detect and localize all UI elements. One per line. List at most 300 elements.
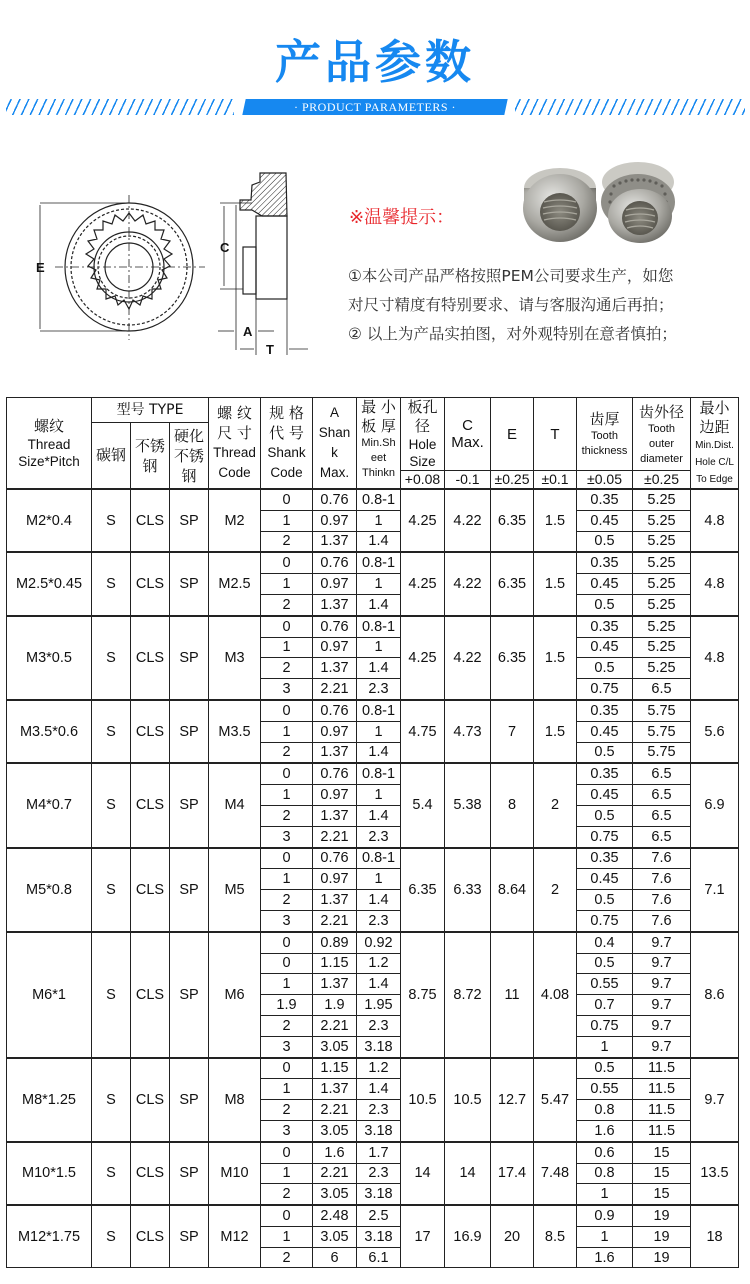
cell-min-sheet: 1.4 <box>357 890 401 911</box>
cell-tooth-thickness: 0.45 <box>577 510 633 531</box>
cell-t: 7.48 <box>534 1142 577 1205</box>
cell-shank-code: 0 <box>261 1205 313 1226</box>
cell-tooth-outer: 6.5 <box>633 679 691 700</box>
cell-c-max: 16.9 <box>445 1205 491 1268</box>
cell-thread-size: M4*0.7 <box>7 763 92 847</box>
label-e: E <box>36 260 45 275</box>
cell-hardened-stainless: SP <box>170 552 209 615</box>
cell-shank-code: 1 <box>261 510 313 531</box>
header-tooth-outer: 齿外径 Tooth outer diameter <box>633 398 691 471</box>
cell-tooth-thickness: 1 <box>577 1184 633 1205</box>
cell-shank-code: 0 <box>261 763 313 784</box>
cell-shank-code: 2 <box>261 1184 313 1205</box>
cell-thread-size: M8*1.25 <box>7 1058 92 1142</box>
cell-t: 8.5 <box>534 1205 577 1268</box>
cell-shank-code: 3 <box>261 679 313 700</box>
cell-tooth-outer: 9.7 <box>633 1036 691 1057</box>
hatch-decoration-left <box>6 99 234 115</box>
tolerance-hole-size: +0.08 <box>401 471 445 490</box>
cell-stainless: CLS <box>131 552 170 615</box>
cell-min-sheet: 1.4 <box>357 742 401 763</box>
cell-t: 2 <box>534 848 577 932</box>
cell-min-sheet: 1 <box>357 721 401 742</box>
cell-tooth-outer: 5.75 <box>633 742 691 763</box>
subtitle-text: · PRODUCT PARAMETERS · <box>293 100 457 114</box>
cell-min-sheet: 3.18 <box>357 1120 401 1141</box>
cell-thread-code: M3.5 <box>209 700 261 763</box>
cell-hardened-stainless: SP <box>170 1058 209 1142</box>
cell-min-sheet: 3.18 <box>357 1036 401 1057</box>
cell-tooth-outer: 6.5 <box>633 805 691 826</box>
cell-tooth-thickness: 0.35 <box>577 489 633 510</box>
cell-thread-size: M2.5*0.45 <box>7 552 92 615</box>
tolerance-e: ±0.25 <box>491 471 534 490</box>
tolerance-c-max: -0.1 <box>445 471 491 490</box>
hatch-decoration-right <box>515 99 745 115</box>
cell-carbon-steel: S <box>92 763 131 847</box>
cell-shank-code: 1 <box>261 974 313 995</box>
cell-tooth-thickness: 1 <box>577 1226 633 1247</box>
cell-c-max: 4.22 <box>445 616 491 700</box>
header-min-dist: 最小 边距 Min.Dist. Hole C/L To Edge <box>691 398 739 490</box>
cell-e: 6.35 <box>491 489 534 552</box>
cell-a-max: 0.97 <box>313 721 357 742</box>
cell-carbon-steel: S <box>92 1142 131 1205</box>
cell-shank-code: 1 <box>261 1163 313 1184</box>
cell-tooth-thickness: 0.45 <box>577 869 633 890</box>
cell-e: 12.7 <box>491 1058 534 1142</box>
cell-min-sheet: 3.18 <box>357 1184 401 1205</box>
cell-e: 8 <box>491 763 534 847</box>
cell-a-max: 0.76 <box>313 848 357 869</box>
table-row <box>7 700 739 721</box>
cell-thread-code: M3 <box>209 616 261 700</box>
header-hole-size: 板孔 径 Hole Size <box>401 398 445 471</box>
cell-tooth-thickness: 0.5 <box>577 658 633 679</box>
cell-thread-code: M8 <box>209 1058 261 1142</box>
cell-tooth-outer: 15 <box>633 1184 691 1205</box>
cell-shank-code: 1 <box>261 637 313 658</box>
cell-a-max: 2.48 <box>313 1205 357 1226</box>
subtitle-banner <box>0 99 750 115</box>
cell-shank-code: 1 <box>261 869 313 890</box>
cell-e: 7 <box>491 700 534 763</box>
cell-stainless: CLS <box>131 1205 170 1268</box>
cell-stainless: CLS <box>131 1058 170 1142</box>
header-t: T <box>534 398 577 471</box>
tolerance-t: ±0.1 <box>534 471 577 490</box>
cell-thread-code: M5 <box>209 848 261 932</box>
cell-tooth-outer: 5.25 <box>633 658 691 679</box>
cell-c-max: 6.33 <box>445 848 491 932</box>
cell-thread-code: M4 <box>209 763 261 847</box>
cell-a-max: 2.21 <box>313 679 357 700</box>
cell-tooth-thickness: 0.45 <box>577 785 633 806</box>
cell-min-dist: 4.8 <box>691 552 739 615</box>
cell-shank-code: 0 <box>261 953 313 974</box>
cell-min-dist: 6.9 <box>691 763 739 847</box>
cell-min-sheet: 2.3 <box>357 679 401 700</box>
cell-carbon-steel: S <box>92 932 131 1058</box>
cell-stainless: CLS <box>131 700 170 763</box>
cell-a-max: 3.05 <box>313 1184 357 1205</box>
cell-tooth-thickness: 0.75 <box>577 1015 633 1036</box>
cell-a-max: 0.97 <box>313 785 357 806</box>
cell-tooth-outer: 19 <box>633 1226 691 1247</box>
cell-tooth-thickness: 0.5 <box>577 805 633 826</box>
cell-a-max: 3.05 <box>313 1226 357 1247</box>
cell-hardened-stainless: SP <box>170 489 209 552</box>
cell-thread-size: M3.5*0.6 <box>7 700 92 763</box>
cell-min-sheet: 1.4 <box>357 531 401 552</box>
cell-tooth-outer: 5.75 <box>633 721 691 742</box>
cell-hole-size: 17 <box>401 1205 445 1268</box>
cell-shank-code: 2 <box>261 890 313 911</box>
cell-tooth-outer: 11.5 <box>633 1058 691 1079</box>
cell-shank-code: 1 <box>261 1079 313 1100</box>
label-a: A <box>243 324 253 339</box>
header-shank-code: 规 格 代 号 Shank Code <box>261 398 313 490</box>
cell-c-max: 5.38 <box>445 763 491 847</box>
table-row <box>7 763 739 784</box>
cell-min-sheet: 1.2 <box>357 953 401 974</box>
cell-a-max: 1.37 <box>313 1079 357 1100</box>
cell-tooth-thickness: 0.5 <box>577 890 633 911</box>
cell-hole-size: 8.75 <box>401 932 445 1058</box>
header-e: E <box>491 398 534 471</box>
cell-min-sheet: 0.92 <box>357 932 401 953</box>
cell-shank-code: 2 <box>261 594 313 615</box>
cell-tooth-thickness: 0.35 <box>577 763 633 784</box>
header-tooth-thickness: 齿厚 Tooth thickness <box>577 398 633 471</box>
cell-tooth-thickness: 0.8 <box>577 1163 633 1184</box>
cell-min-sheet: 1.7 <box>357 1142 401 1163</box>
cell-thread-code: M6 <box>209 932 261 1058</box>
cell-carbon-steel: S <box>92 552 131 615</box>
cell-tooth-outer: 5.25 <box>633 552 691 573</box>
cell-shank-code: 0 <box>261 1142 313 1163</box>
cell-min-dist: 5.6 <box>691 700 739 763</box>
cell-tooth-outer: 9.7 <box>633 995 691 1016</box>
cell-tooth-thickness: 0.75 <box>577 826 633 847</box>
cell-a-max: 0.76 <box>313 616 357 637</box>
cell-carbon-steel: S <box>92 848 131 932</box>
cell-shank-code: 1 <box>261 574 313 595</box>
cell-tooth-outer: 5.25 <box>633 574 691 595</box>
cell-hole-size: 4.25 <box>401 616 445 700</box>
cell-a-max: 0.97 <box>313 869 357 890</box>
cell-hardened-stainless: SP <box>170 616 209 700</box>
cell-a-max: 0.89 <box>313 932 357 953</box>
cell-min-sheet: 1 <box>357 869 401 890</box>
cell-e: 6.35 <box>491 552 534 615</box>
nut-dimension-diagram <box>30 170 320 360</box>
cell-stainless: CLS <box>131 763 170 847</box>
cell-tooth-outer: 5.25 <box>633 594 691 615</box>
cell-tooth-thickness: 0.5 <box>577 1058 633 1079</box>
cell-min-sheet: 1.4 <box>357 658 401 679</box>
cell-tooth-thickness: 0.5 <box>577 953 633 974</box>
cell-a-max: 0.76 <box>313 489 357 510</box>
cell-hole-size: 4.25 <box>401 552 445 615</box>
cell-a-max: 1.37 <box>313 890 357 911</box>
cell-tooth-outer: 11.5 <box>633 1100 691 1121</box>
table-row <box>7 1142 739 1163</box>
cell-t: 1.5 <box>534 616 577 700</box>
header-thread-code: 螺 纹 尺 寸 Thread Code <box>209 398 261 490</box>
cell-shank-code: 2 <box>261 531 313 552</box>
notice-line-3: ② 以上为产品实拍图，对外观特别在意者慎拍； <box>348 325 677 343</box>
cell-tooth-outer: 15 <box>633 1163 691 1184</box>
cell-a-max: 2.21 <box>313 826 357 847</box>
cell-tooth-thickness: 0.9 <box>577 1205 633 1226</box>
cell-a-max: 1.37 <box>313 531 357 552</box>
cell-tooth-thickness: 0.55 <box>577 1079 633 1100</box>
table-row <box>7 489 739 510</box>
cell-min-sheet: 1 <box>357 785 401 806</box>
cell-carbon-steel: S <box>92 1205 131 1268</box>
cell-tooth-thickness: 1.6 <box>577 1247 633 1268</box>
cell-hardened-stainless: SP <box>170 1205 209 1268</box>
table-row <box>7 616 739 637</box>
cell-shank-code: 0 <box>261 552 313 573</box>
cell-tooth-thickness: 0.45 <box>577 721 633 742</box>
cell-tooth-outer: 6.5 <box>633 826 691 847</box>
cell-min-dist: 4.8 <box>691 616 739 700</box>
cell-hardened-stainless: SP <box>170 848 209 932</box>
cell-a-max: 0.97 <box>313 510 357 531</box>
cell-a-max: 0.97 <box>313 574 357 595</box>
cell-min-sheet: 2.5 <box>357 1205 401 1226</box>
cell-tooth-outer: 5.25 <box>633 489 691 510</box>
cell-min-sheet: 0.8-1 <box>357 552 401 573</box>
table-row <box>7 552 739 573</box>
cell-shank-code: 0 <box>261 700 313 721</box>
cell-a-max: 2.21 <box>313 910 357 931</box>
cell-min-dist: 13.5 <box>691 1142 739 1205</box>
cell-hardened-stainless: SP <box>170 700 209 763</box>
cell-tooth-outer: 11.5 <box>633 1120 691 1141</box>
cell-c-max: 14 <box>445 1142 491 1205</box>
cell-min-sheet: 1 <box>357 574 401 595</box>
cell-carbon-steel: S <box>92 1058 131 1142</box>
cell-min-sheet: 0.8-1 <box>357 489 401 510</box>
cell-min-sheet: 0.8-1 <box>357 848 401 869</box>
cell-tooth-outer: 9.7 <box>633 1015 691 1036</box>
header-hardened-stainless: 硬化 不锈 钢 <box>170 423 209 490</box>
cell-stainless: CLS <box>131 848 170 932</box>
cell-tooth-outer: 6.5 <box>633 763 691 784</box>
cell-tooth-outer: 19 <box>633 1247 691 1268</box>
cell-thread-code: M2.5 <box>209 552 261 615</box>
cell-tooth-outer: 6.5 <box>633 785 691 806</box>
cell-min-dist: 18 <box>691 1205 739 1268</box>
cell-min-dist: 7.1 <box>691 848 739 932</box>
cell-tooth-outer: 7.6 <box>633 869 691 890</box>
header-c-max: C Max. <box>445 398 491 471</box>
cell-shank-code: 2 <box>261 1100 313 1121</box>
cell-tooth-thickness: 0.55 <box>577 974 633 995</box>
cell-min-sheet: 1.4 <box>357 1079 401 1100</box>
cell-a-max: 0.76 <box>313 763 357 784</box>
cell-min-dist: 8.6 <box>691 932 739 1058</box>
cell-tooth-thickness: 0.45 <box>577 637 633 658</box>
cell-e: 8.64 <box>491 848 534 932</box>
notice-line-2: 对尺寸精度有特别要求、请与客服沟通后再拍； <box>348 296 674 314</box>
cell-thread-code: M2 <box>209 489 261 552</box>
cell-shank-code: 2 <box>261 1015 313 1036</box>
cell-a-max: 2.21 <box>313 1163 357 1184</box>
cell-shank-code: 0 <box>261 932 313 953</box>
cell-min-sheet: 2.3 <box>357 1100 401 1121</box>
cell-tooth-outer: 19 <box>633 1205 691 1226</box>
header-min-sheet: 最 小 板 厚 Min.Sh eet Thinkn <box>357 398 401 490</box>
cell-thread-size: M6*1 <box>7 932 92 1058</box>
cell-tooth-thickness: 0.35 <box>577 848 633 869</box>
cell-stainless: CLS <box>131 489 170 552</box>
cell-tooth-thickness: 0.45 <box>577 574 633 595</box>
product-photo <box>510 150 710 250</box>
header-carbon-steel: 碳钢 <box>92 423 131 490</box>
cell-hole-size: 5.4 <box>401 763 445 847</box>
cell-tooth-outer: 5.75 <box>633 700 691 721</box>
cell-shank-code: 1 <box>261 721 313 742</box>
cell-t: 1.5 <box>534 552 577 615</box>
cell-a-max: 1.37 <box>313 658 357 679</box>
notice-title: ※温馨提示： <box>349 207 455 228</box>
label-t: T <box>266 342 274 357</box>
cell-shank-code: 1.9 <box>261 995 313 1016</box>
cell-thread-size: M3*0.5 <box>7 616 92 700</box>
spec-table <box>6 397 739 1268</box>
cell-tooth-thickness: 0.5 <box>577 594 633 615</box>
cell-stainless: CLS <box>131 1142 170 1205</box>
cell-c-max: 10.5 <box>445 1058 491 1142</box>
cell-min-dist: 4.8 <box>691 489 739 552</box>
header-a-max: A Shan k Max. <box>313 398 357 490</box>
cell-hardened-stainless: SP <box>170 763 209 847</box>
cell-min-sheet: 0.8-1 <box>357 763 401 784</box>
cell-e: 11 <box>491 932 534 1058</box>
cell-a-max: 1.15 <box>313 953 357 974</box>
header-type-group: 型号 TYPE <box>92 398 209 423</box>
cell-c-max: 4.22 <box>445 489 491 552</box>
cell-tooth-thickness: 0.4 <box>577 932 633 953</box>
cell-a-max: 1.37 <box>313 742 357 763</box>
cell-stainless: CLS <box>131 932 170 1058</box>
cell-shank-code: 3 <box>261 1120 313 1141</box>
cell-min-sheet: 1.4 <box>357 594 401 615</box>
cell-shank-code: 0 <box>261 616 313 637</box>
cell-a-max: 0.76 <box>313 700 357 721</box>
cell-a-max: 3.05 <box>313 1120 357 1141</box>
cell-tooth-thickness: 1.6 <box>577 1120 633 1141</box>
cell-shank-code: 2 <box>261 658 313 679</box>
cell-carbon-steel: S <box>92 700 131 763</box>
cell-tooth-thickness: 1 <box>577 1036 633 1057</box>
cell-shank-code: 3 <box>261 1036 313 1057</box>
cell-thread-code: M12 <box>209 1205 261 1268</box>
cell-tooth-thickness: 0.8 <box>577 1100 633 1121</box>
cell-tooth-thickness: 0.75 <box>577 910 633 931</box>
cell-hole-size: 4.75 <box>401 700 445 763</box>
cell-tooth-thickness: 0.7 <box>577 995 633 1016</box>
cell-min-sheet: 1.4 <box>357 805 401 826</box>
cell-shank-code: 0 <box>261 1058 313 1079</box>
table-row <box>7 1205 739 1226</box>
notice-line-1: ①本公司产品严格按照PEM公司要求生产，如您 <box>348 267 674 285</box>
table-row <box>7 932 739 953</box>
cell-tooth-outer: 7.6 <box>633 890 691 911</box>
cell-shank-code: 3 <box>261 910 313 931</box>
cell-e: 6.35 <box>491 616 534 700</box>
cell-e: 20 <box>491 1205 534 1268</box>
cell-tooth-outer: 7.6 <box>633 910 691 931</box>
cell-min-sheet: 2.3 <box>357 910 401 931</box>
cell-carbon-steel: S <box>92 489 131 552</box>
cell-shank-code: 3 <box>261 826 313 847</box>
cell-min-dist: 9.7 <box>691 1058 739 1142</box>
cell-thread-size: M12*1.75 <box>7 1205 92 1268</box>
cell-thread-size: M2*0.4 <box>7 489 92 552</box>
cell-thread-size: M5*0.8 <box>7 848 92 932</box>
cell-tooth-outer: 5.25 <box>633 531 691 552</box>
cell-t: 1.5 <box>534 700 577 763</box>
cell-tooth-outer: 11.5 <box>633 1079 691 1100</box>
cell-min-sheet: 3.18 <box>357 1226 401 1247</box>
cell-tooth-outer: 9.7 <box>633 974 691 995</box>
cell-hole-size: 10.5 <box>401 1058 445 1142</box>
cell-tooth-thickness: 0.35 <box>577 700 633 721</box>
tolerance-tooth-thickness: ±0.05 <box>577 471 633 490</box>
cell-tooth-outer: 5.25 <box>633 510 691 531</box>
cell-tooth-outer: 5.25 <box>633 637 691 658</box>
cell-a-max: 0.76 <box>313 552 357 573</box>
cell-min-sheet: 1.95 <box>357 995 401 1016</box>
cell-hole-size: 14 <box>401 1142 445 1205</box>
cell-min-sheet: 1 <box>357 510 401 531</box>
table-row <box>7 848 739 869</box>
table-row <box>7 1058 739 1079</box>
cell-hole-size: 4.25 <box>401 489 445 552</box>
cell-a-max: 1.37 <box>313 974 357 995</box>
cell-thread-code: M10 <box>209 1142 261 1205</box>
cell-min-sheet: 2.3 <box>357 1015 401 1036</box>
cell-hardened-stainless: SP <box>170 1142 209 1205</box>
cell-t: 2 <box>534 763 577 847</box>
cell-tooth-thickness: 0.6 <box>577 1142 633 1163</box>
cell-carbon-steel: S <box>92 616 131 700</box>
cell-tooth-outer: 9.7 <box>633 953 691 974</box>
cell-c-max: 4.73 <box>445 700 491 763</box>
cell-tooth-outer: 5.25 <box>633 616 691 637</box>
cell-t: 5.47 <box>534 1058 577 1142</box>
cell-a-max: 3.05 <box>313 1036 357 1057</box>
label-c: C <box>220 240 230 255</box>
cell-tooth-thickness: 0.35 <box>577 552 633 573</box>
cell-a-max: 1.37 <box>313 805 357 826</box>
notice-notes <box>348 262 677 349</box>
cell-min-sheet: 1.4 <box>357 974 401 995</box>
cell-hardened-stainless: SP <box>170 932 209 1058</box>
cell-shank-code: 2 <box>261 1247 313 1268</box>
cell-shank-code: 2 <box>261 742 313 763</box>
cell-c-max: 4.22 <box>445 552 491 615</box>
page-title: 产品参数 <box>275 35 475 89</box>
cell-shank-code: 0 <box>261 848 313 869</box>
cell-shank-code: 2 <box>261 805 313 826</box>
cell-min-sheet: 6.1 <box>357 1247 401 1268</box>
